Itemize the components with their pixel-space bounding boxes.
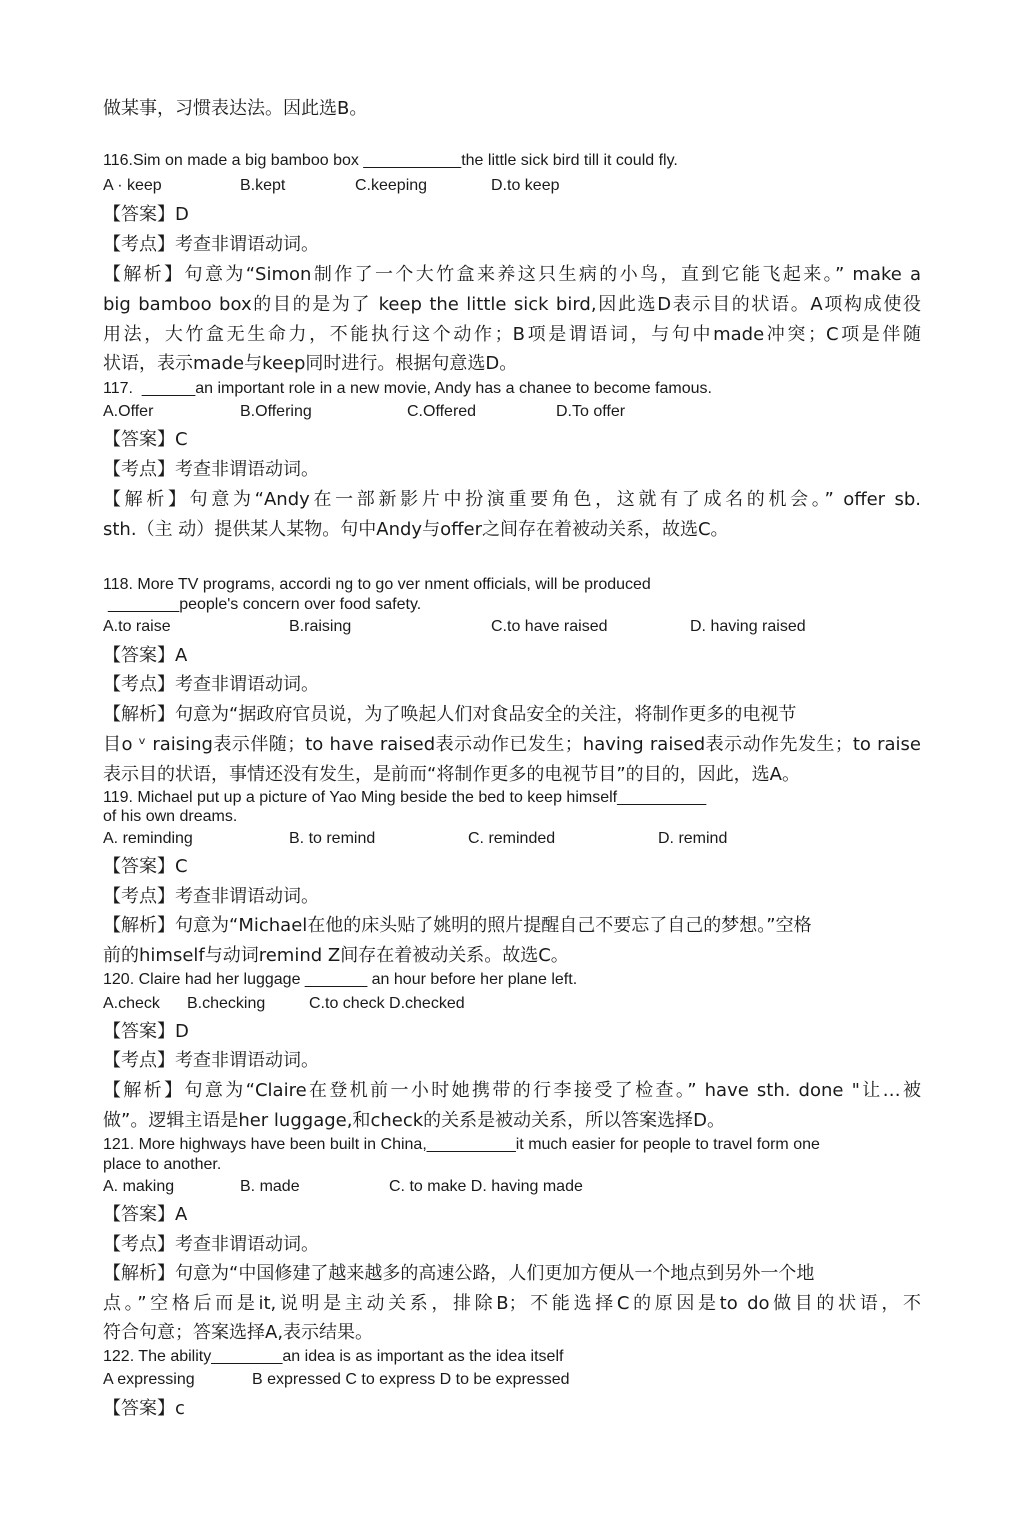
q116-explanation-line: 用法，大竹盒无生命力，不能执行这个动作；B项是谓语词，与句中made冲突；C项是伴随 — [103, 324, 921, 345]
q118-option-a: A.to raise — [103, 618, 171, 635]
q119-option-d: D. remind — [658, 830, 728, 847]
q118-explanation-line: 目o ᵛ raising表示伴随；to have raised表示动作已发生；having raised表示动作先发生；to raise — [103, 734, 921, 755]
q122-option-a: A expressing — [103, 1371, 195, 1388]
q121-option-a: A. making — [103, 1178, 175, 1195]
q119-option-c: C. reminded — [468, 830, 556, 847]
question-117: 117. ______an important role in a new movie, Andy has a chanee to become famous. — [103, 380, 712, 397]
q119-explanation-line: 【解析】句意为“Michael在他的床头贴了姚明的照片提醒自己不要忘了自己的梦想。”空格 — [103, 915, 812, 936]
q117-option-c: C.Offered — [407, 403, 477, 420]
q120-topic: 【考点】考查非谓语动词。 — [103, 1050, 319, 1071]
q121-explanation-line: 符合句意；答案选择A,表示结果。 — [103, 1322, 374, 1343]
question-119-cont: of his own dreams. — [103, 808, 238, 825]
q117-option-b: B.Offering — [240, 403, 312, 420]
question-121-cont: place to another. — [103, 1156, 222, 1173]
q122-answer: 【答案】c — [103, 1398, 185, 1419]
q116-answer: 【答案】D — [103, 204, 189, 225]
q118-answer: 【答案】A — [103, 645, 188, 666]
q118-explanation-line: 【解析】句意为“据政府官员说，为了唤起人们对食品安全的关注，将制作更多的电视节 — [103, 704, 797, 725]
q120-explanation-line: 【解析】句意为“Claire在登机前一小时她携带的行李接受了检查。” have sth. done "让…被 — [103, 1080, 921, 1101]
intro-conclusion: 做某事，习惯表达法。因此选B。 — [103, 98, 368, 119]
q120-explanation-line: 做”。逻辑主语是her luggage,和check的关系是被动关系，所以答案选择D。 — [103, 1110, 725, 1131]
q120-answer: 【答案】D — [103, 1021, 189, 1042]
q121-answer: 【答案】A — [103, 1204, 188, 1225]
q117-explanation-line: 【解析】句意为“Andy在一部新影片中扮演重要角色，这就有了成名的机会。” offer sb. — [103, 489, 921, 510]
q120-option-b: B.checking — [187, 995, 266, 1012]
q118-topic: 【考点】考查非谓语动词。 — [103, 674, 319, 695]
q121-options-cd: C. to make D. having made — [389, 1178, 583, 1195]
q118-explanation-line: 表示目的状语，事情还没有发生，是前而“将制作更多的电视节目”的目的，因此，选A。 — [103, 764, 800, 785]
q116-option-c: C.keeping — [355, 177, 428, 194]
q119-option-a: A. reminding — [103, 830, 193, 847]
q118-option-c: C.to have raised — [491, 618, 608, 635]
q118-option-d: D. having raised — [690, 618, 806, 635]
q121-explanation-line: 点。”空格后而是it,说明是主动关系，排除B；不能选择C的原因是to do做目的状语，不 — [103, 1293, 921, 1314]
q118-option-b: B.raising — [289, 618, 352, 635]
q121-topic: 【考点】考查非谓语动词。 — [103, 1234, 319, 1255]
q116-option-d: D.to keep — [491, 177, 560, 194]
q117-option-d: D.To offer — [556, 403, 626, 420]
question-119: 119. Michael put up a picture of Yao Ming beside the bed to keep himself__________ — [103, 789, 707, 806]
q122-options-bcd: B expressed C to express D to be expressed — [252, 1371, 570, 1388]
question-120: 120. Claire had her luggage _______ an hour before her plane left. — [103, 971, 578, 988]
question-121: 121. More highways have been built in China,__________it much easier for people to travel form one — [103, 1136, 820, 1153]
q117-topic: 【考点】考查非谓语动词。 — [103, 459, 319, 480]
q117-answer: 【答案】C — [103, 429, 188, 450]
q119-option-b: B. to remind — [289, 830, 376, 847]
q116-explanation-line: 【解析】句意为“Simon制作了一个大竹盒来养这只生病的小鸟，直到它能飞起来。” make a — [103, 264, 921, 285]
q120-option-a: A.check — [103, 995, 160, 1012]
q116-explanation-line: big bamboo box的目的是为了 keep the little sick bird,因此选D表示目的状语。A项构成使役 — [103, 294, 921, 315]
q116-topic: 【考点】考查非谓语动词。 — [103, 234, 319, 255]
q117-option-a: A.Offer — [103, 403, 154, 420]
q121-explanation-line: 【解析】句意为“中国修建了越来越多的高速公路，人们更加方便从一个地点到另外一个地 — [103, 1263, 815, 1284]
q120-options-cd: C.to check D.checked — [309, 995, 465, 1012]
question-122: 122. The ability________an idea is as important as the idea itself — [103, 1348, 564, 1365]
question-116: 116.Sim on made a big bamboo box ___________the little sick bird till it could fly. — [103, 152, 678, 169]
q116-option-b: B.kept — [240, 177, 286, 194]
question-118-cont: ________people's concern over food safety. — [108, 596, 422, 613]
q116-explanation-line: 状语，表示made与keep同时进行。根据句意选D。 — [103, 353, 518, 374]
q119-answer: 【答案】C — [103, 856, 188, 877]
q116-option-a: A · keep — [103, 177, 162, 194]
q117-explanation-line: sth.（主 动）提供某人某物。句中Andy与offer之间存在着被动关系，故选C。 — [103, 519, 729, 540]
question-118: 118. More TV programs, accordi ng to go ver nment officials, will be produced — [103, 576, 651, 593]
q121-option-b: B. made — [240, 1178, 300, 1195]
q119-explanation-line: 前的himself与动词remind Z间存在着被动关系。故选C。 — [103, 945, 569, 966]
q119-topic: 【考点】考查非谓语动词。 — [103, 886, 319, 907]
